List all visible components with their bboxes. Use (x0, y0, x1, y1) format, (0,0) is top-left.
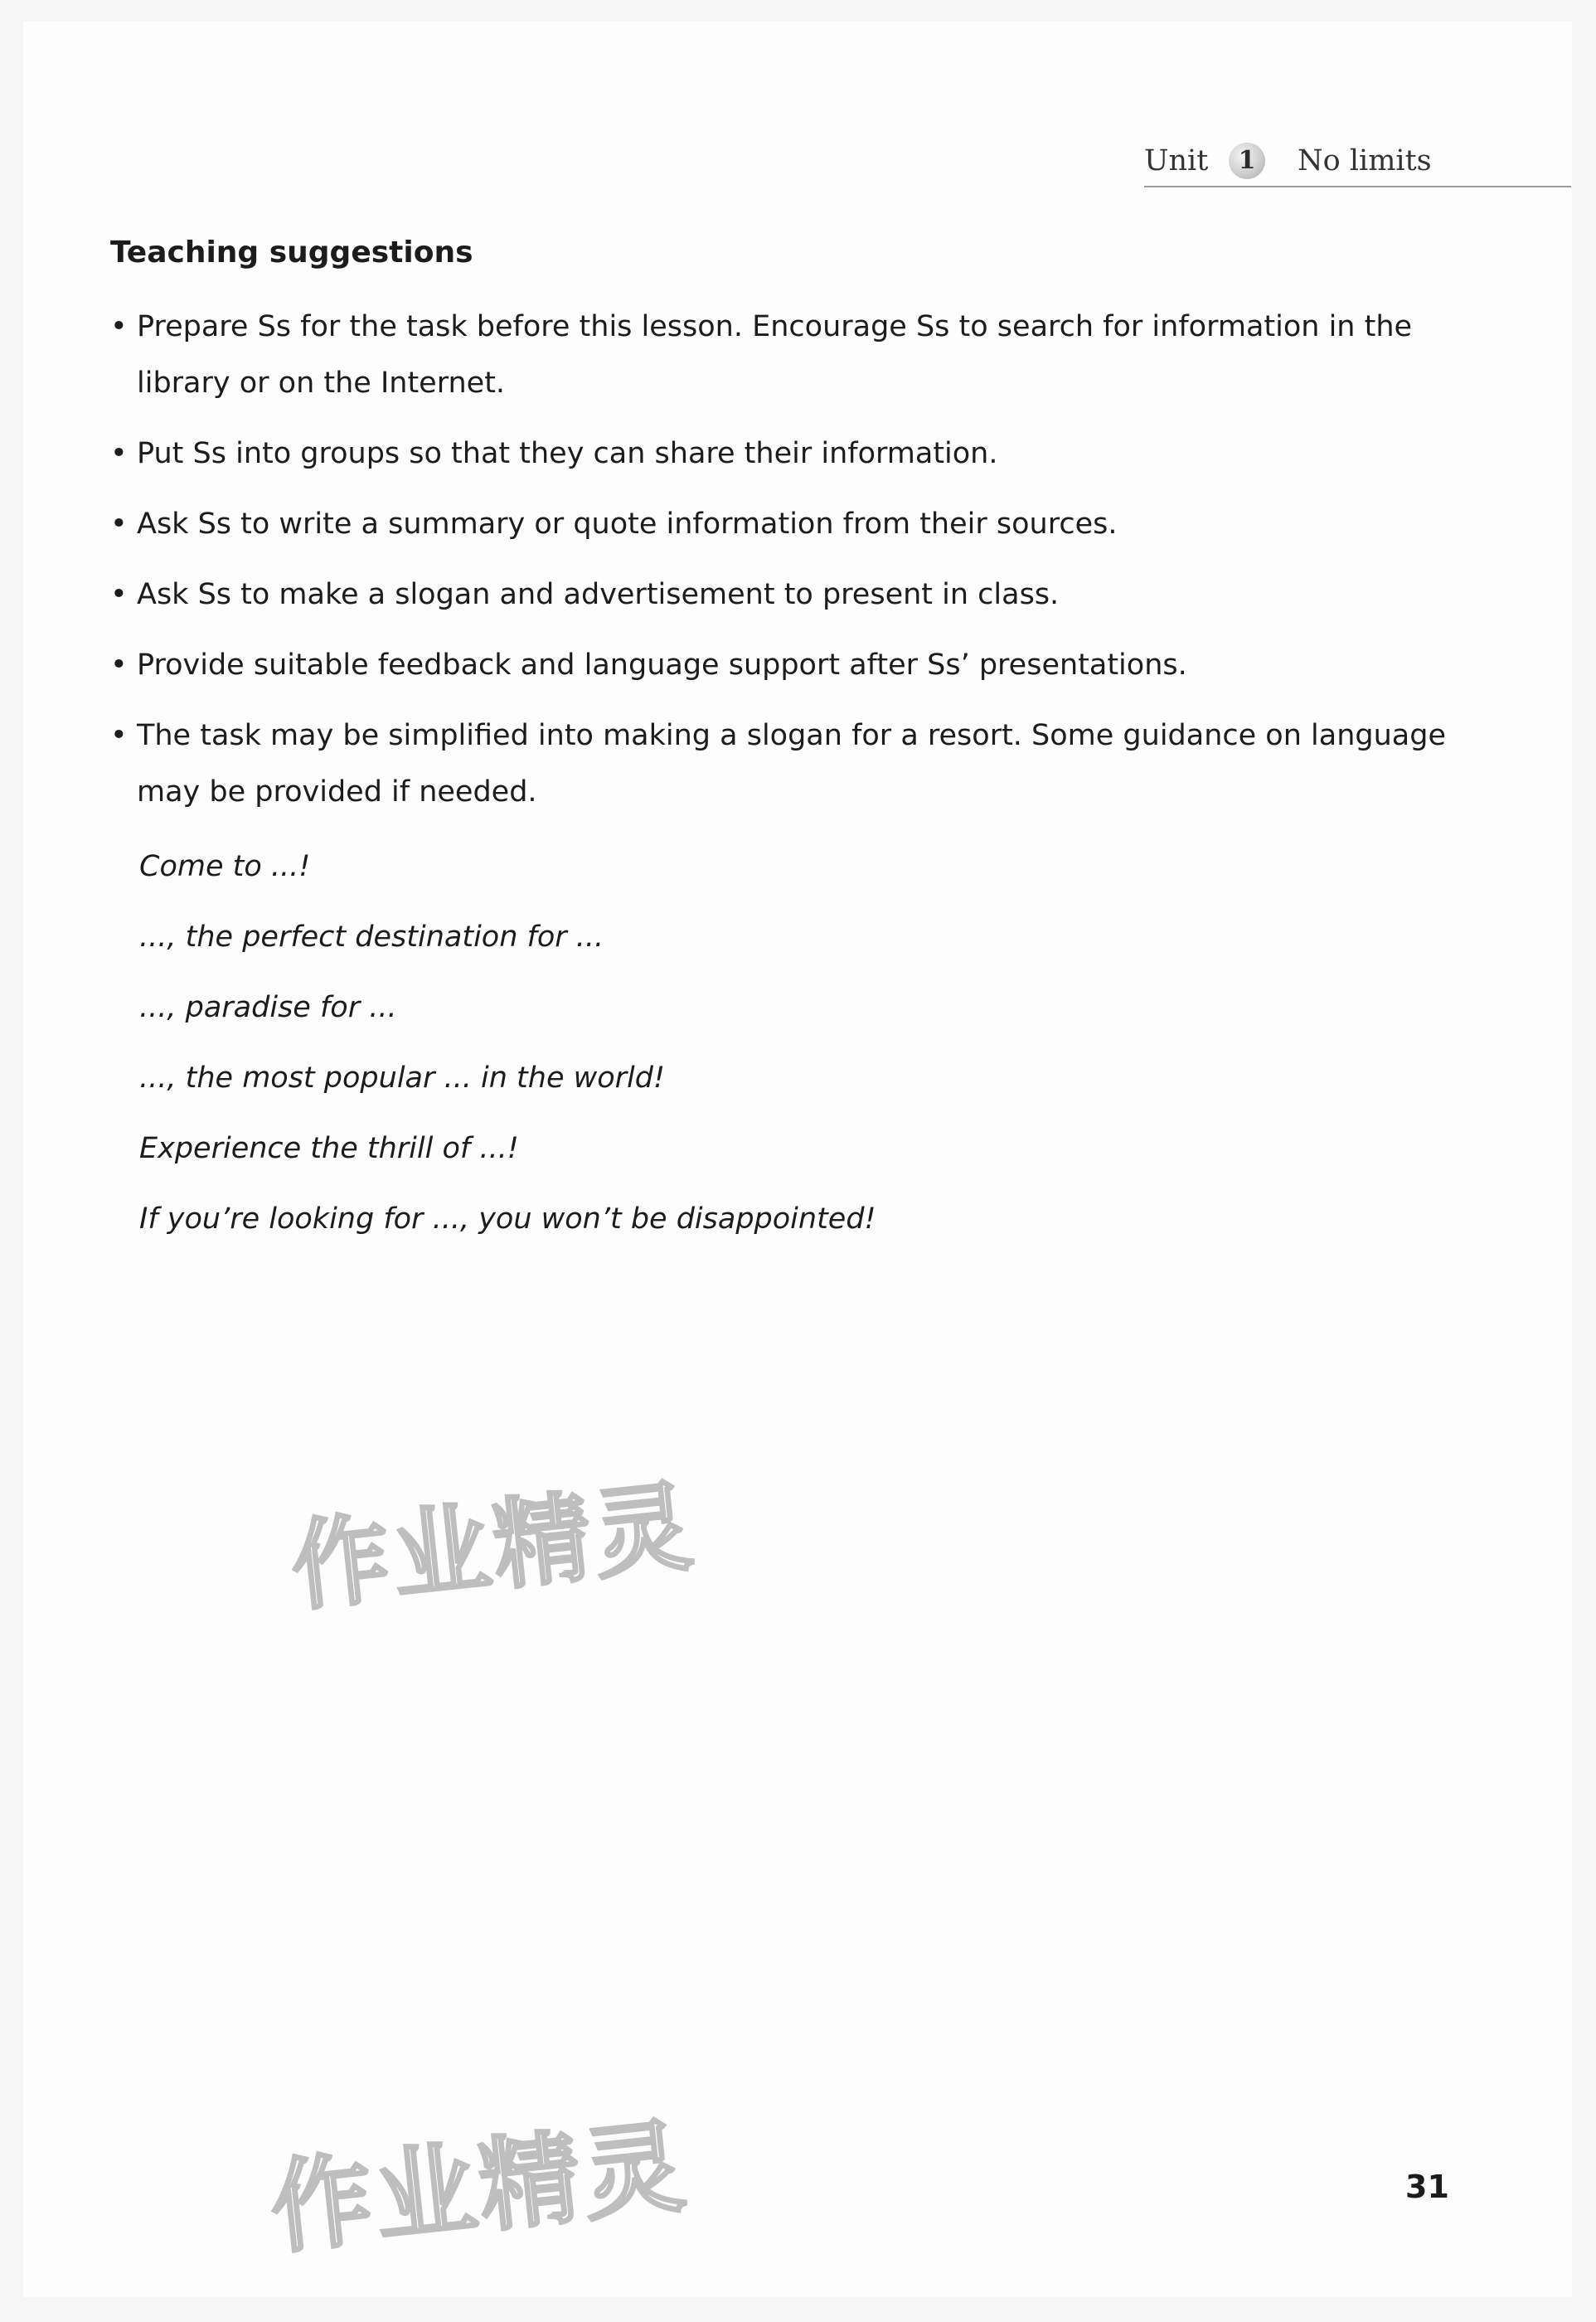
list-item (110, 299, 1453, 411)
list-item-text: Put Ss into groups so that they can share their information. (137, 437, 998, 470)
example-phrase: ..., the most popular ... in the world! (139, 1061, 665, 1095)
unit-number-badge: 1 (1229, 143, 1265, 179)
running-head (1144, 139, 1571, 187)
slogan-examples (139, 832, 876, 1255)
example-phrase: Experience the thrill of ...! (139, 1132, 519, 1165)
list-item-text: The task may be simplified into making a slogan for a resort. Some guidance on language may be provided if needed. (137, 719, 1446, 809)
example-phrase: ..., paradise for ... (139, 991, 397, 1024)
list-item (110, 496, 1453, 552)
list-item-text: Ask Ss to write a summary or quote information from their sources. (137, 508, 1118, 541)
list-item (110, 566, 1453, 623)
list-item (110, 425, 1453, 482)
list-item-text: Prepare Ss for the task before this lesson. Encourage Ss to search for information in the library or on the Internet. (137, 310, 1413, 400)
bullet-icon: • (110, 649, 128, 682)
section-heading: Teaching suggestions (110, 236, 473, 270)
example-phrase: Come to ...! (139, 850, 311, 883)
list-item (110, 707, 1453, 820)
list-item-text: Provide suitable feedback and language support after Ss’ presentations. (137, 649, 1187, 682)
list-item-text: Ask Ss to make a slogan and advertisement to present in class. (137, 578, 1060, 611)
bullet-icon: • (110, 437, 128, 470)
bullet-icon: • (110, 578, 128, 611)
unit-label: Unit (1144, 144, 1209, 177)
bullet-icon: • (110, 310, 128, 343)
example-phrase: ..., the perfect destination for ... (139, 921, 604, 954)
unit-title: No limits (1298, 144, 1432, 177)
page-number: 31 (1405, 2169, 1449, 2205)
teaching-suggestions-list (110, 299, 1453, 834)
watermark: 作业精灵 (265, 2106, 694, 2268)
bullet-icon: • (110, 719, 128, 752)
example-phrase: If you’re looking for ..., you won’t be disappointed! (139, 1202, 876, 1236)
bullet-icon: • (110, 508, 128, 541)
watermark: 作业精灵 (286, 1468, 701, 1625)
list-item (110, 637, 1453, 693)
